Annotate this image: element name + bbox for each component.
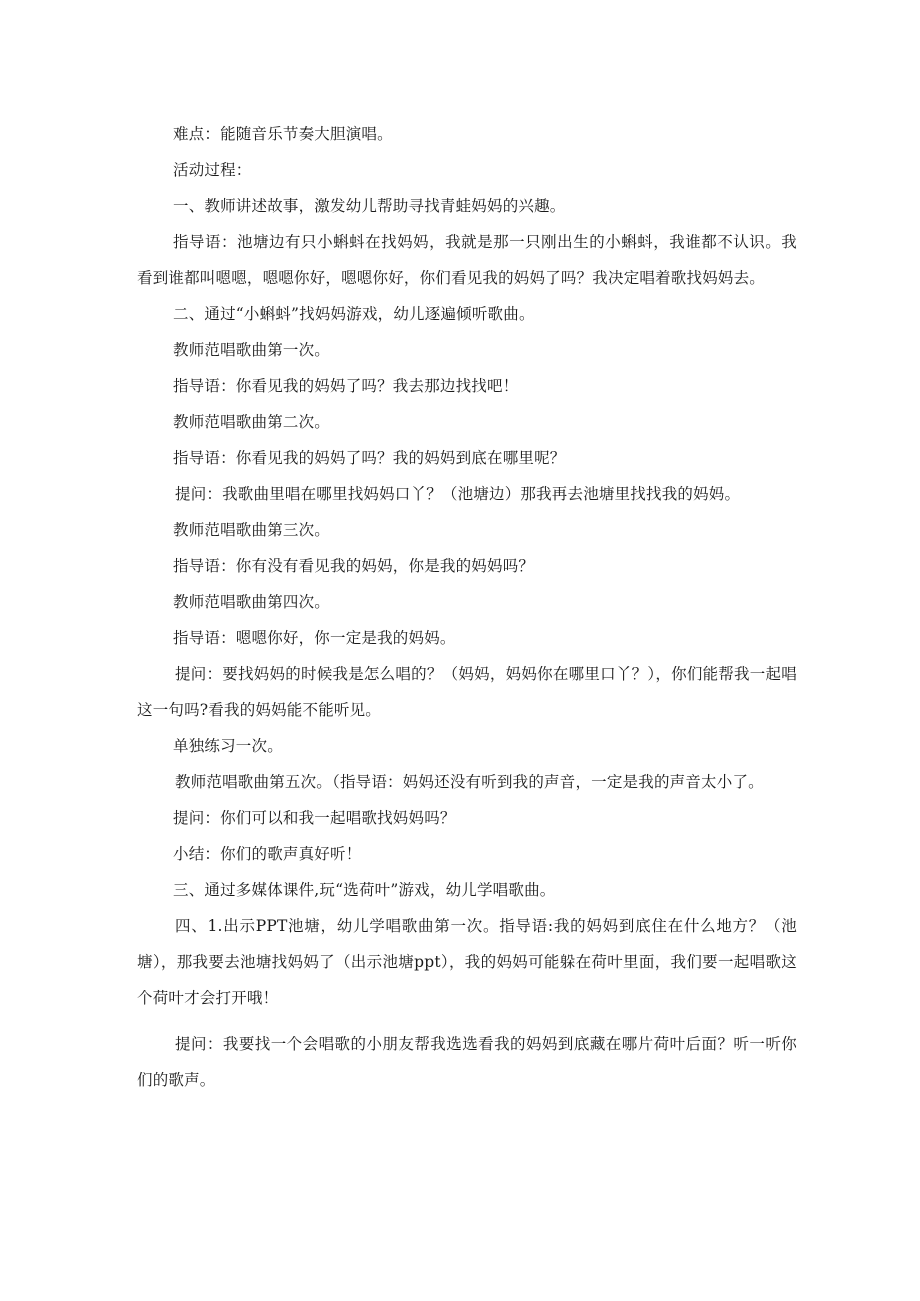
paragraph-question-2: 提问：要找妈妈的时候我是怎么唱的？（妈妈，妈妈你在哪里口丫？），你们能帮我一起唱这一句吗?看我的妈妈能不能听见。: [137, 665, 797, 719]
paragraph-question-4: 提问：我要找一个会唱歌的小朋友帮我选选看我的妈妈到底藏在哪片荷叶后面？听一听你们的歌声。: [137, 1035, 797, 1089]
paragraph-question-3: 提问：你们可以和我一起唱歌找妈妈吗？: [173, 809, 456, 827]
document-body: [137, 116, 797, 1098]
paragraph-guide-4: 指导语：嗯嗯你好，你一定是我的妈妈。: [173, 629, 456, 647]
paragraph-question-1: 提问：我歌曲里唱在哪里找妈妈口丫？（池塘边）那我再去池塘里找找我的妈妈。: [175, 485, 741, 503]
paragraph-sing-1: 教师范唱歌曲第一次。: [173, 341, 331, 359]
paragraph-guide-2: 指导语：你看见我的妈妈了吗？我的妈妈到底在哪里呢？: [173, 449, 566, 467]
paragraph-summary: 小结：你们的歌声真好听！: [173, 845, 362, 863]
paragraph-guide-3: 指导语：你有没有看见我的妈妈，你是我的妈妈吗？: [173, 557, 535, 575]
paragraph-section-3-heading: 三、通过多媒体课件,玩“选荷叶”游戏，幼儿学唱歌曲。: [173, 881, 556, 899]
paragraph-sing-3: 教师范唱歌曲第三次。: [173, 521, 331, 539]
paragraph-section-4: 四、1.出示PPT池塘，幼儿学唱歌曲第一次。指导语:我的妈妈到底住在什么地方？（池塘），那我要去池塘找妈妈了（出示池塘ppt），我的妈妈可能躲在荷叶里面，我们要一起唱歌这个荷叶才会打开哦！: [137, 917, 797, 1007]
paragraph-process-heading: 活动过程：: [173, 161, 252, 179]
paragraph-solo-practice: 单独练习一次。: [173, 737, 283, 755]
paragraph-section-2-heading: 二、通过“小蝌蚪”找妈妈游戏，幼儿逐遍倾听歌曲。: [173, 305, 535, 323]
paragraph-sing-2: 教师范唱歌曲第二次。: [173, 413, 331, 431]
paragraph-guide-story: 指导语：池塘边有只小蝌蚪在找妈妈，我就是那一只刚出生的小蝌蚪，我谁都不认识。我看到谁都叫嗯嗯，嗯嗯你好，嗯嗯你好，你们看见我的妈妈了吗？我决定唱着歌找妈妈去。: [137, 233, 797, 287]
paragraph-guide-1: 指导语：你看见我的妈妈了吗？我去那边找找吧！: [173, 377, 519, 395]
paragraph-section-1-heading: 一、教师讲述故事，激发幼儿帮助寻找青蛙妈妈的兴趣。: [173, 197, 566, 215]
paragraph-sing-5: 教师范唱歌曲第五次。（指导语：妈妈还没有听到我的声音，一定是我的声音太小了。: [175, 773, 764, 791]
paragraph-difficulty: 难点：能随音乐节奏大胆演唱。: [173, 125, 393, 143]
paragraph-sing-4: 教师范唱歌曲第四次。: [173, 593, 331, 611]
